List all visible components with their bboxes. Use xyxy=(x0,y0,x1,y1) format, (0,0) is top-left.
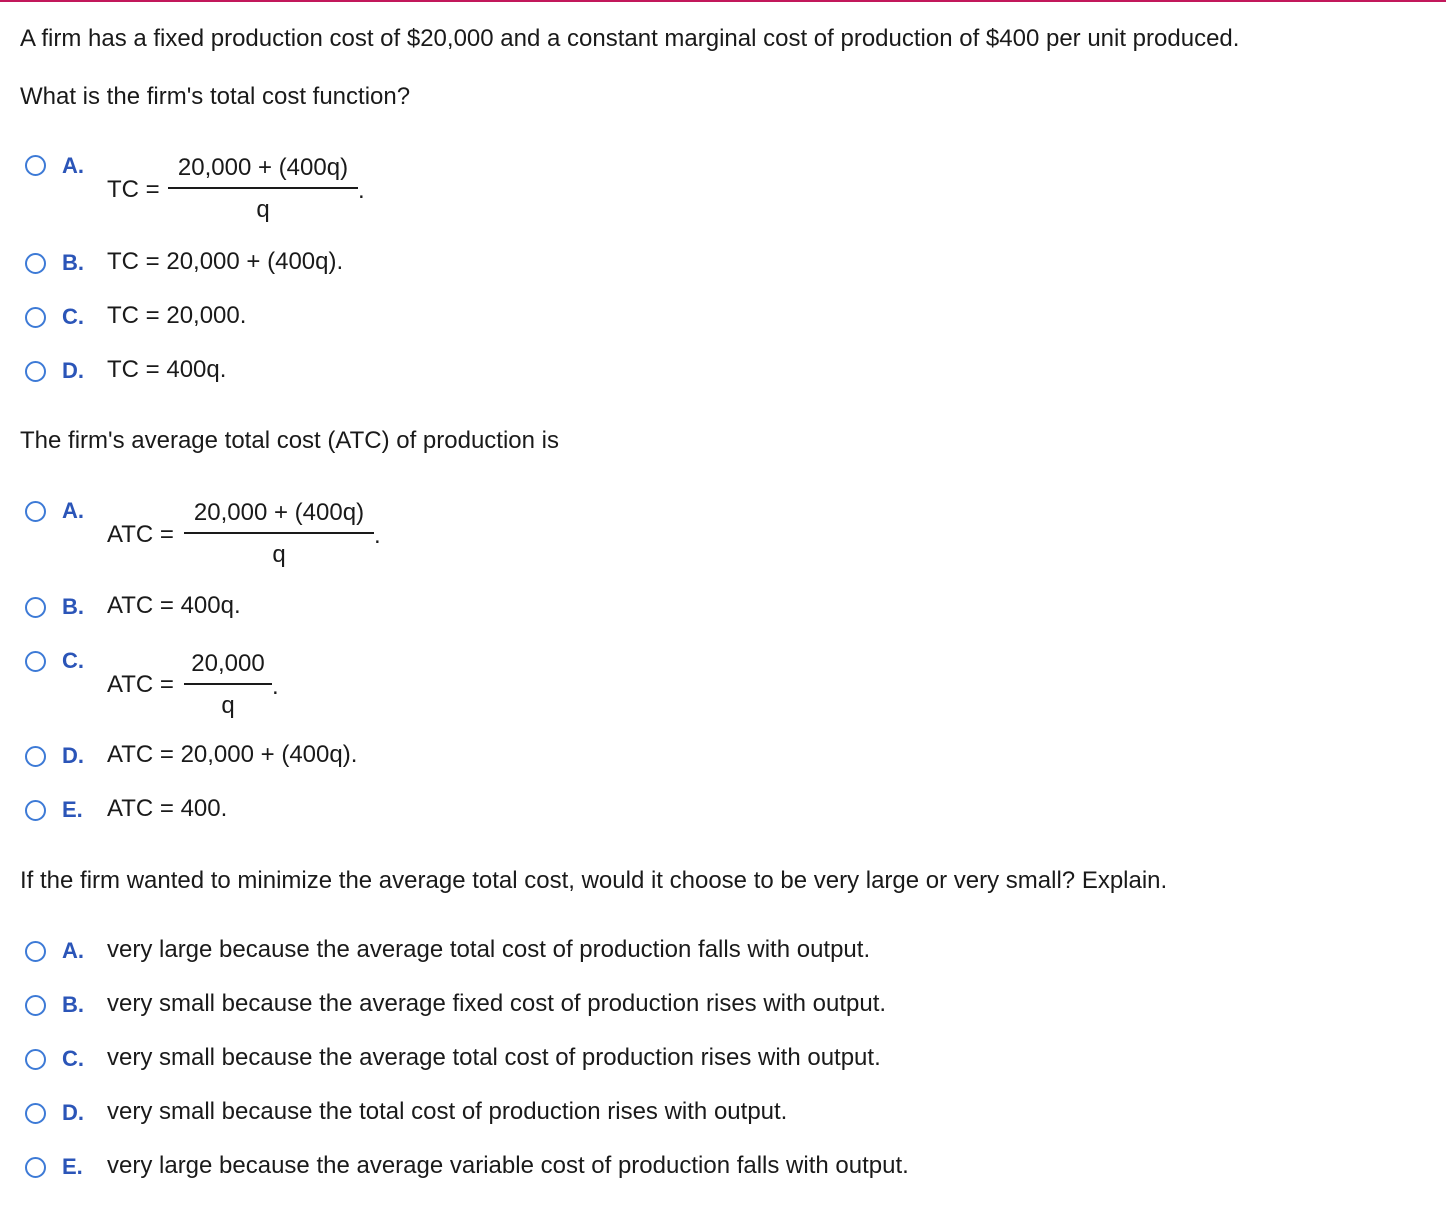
q2-option-a-numerator: 20,000 + (400q) xyxy=(193,499,365,526)
q2-option-a-denominator: q xyxy=(272,541,286,568)
q3-option-a-letter: A. xyxy=(62,938,84,963)
q2-option-e-letter: E. xyxy=(62,797,83,822)
q1-option-b-text: TC = 20,000 + (400q). xyxy=(107,248,344,275)
problem-statement: A firm has a fixed production cost of $20,000 and a constant marginal cost of production of $400 per unit produced. xyxy=(20,25,1240,52)
q2-option-c-numerator: 20,000 xyxy=(191,650,265,677)
q2-option-c-radio[interactable] xyxy=(25,651,46,672)
q1-option-d-radio[interactable] xyxy=(25,361,46,382)
q2-option-e-text: ATC = 400. xyxy=(107,795,228,822)
q3-option-e-letter: E. xyxy=(62,1154,83,1179)
q1-option-a-lhs: TC = xyxy=(107,176,160,203)
q3-option-b-text: very small because the average fixed cost of production rises with output. xyxy=(107,990,887,1017)
q3-option-c-text: very small because the average total cost of production rises with output. xyxy=(107,1044,881,1071)
q1-option-c-text: TC = 20,000. xyxy=(107,302,247,329)
q2-option-a-period: . xyxy=(374,522,381,549)
q3-option-d-text: very small because the total cost of production rises with output. xyxy=(107,1098,788,1125)
q3-option-d-radio[interactable] xyxy=(25,1103,46,1124)
q1-option-a-letter: A. xyxy=(62,153,84,178)
q1-option-b-radio[interactable] xyxy=(25,253,46,274)
q1-option-a-numerator: 20,000 + (400q) xyxy=(177,154,349,181)
q2-option-c-lhs: ATC = xyxy=(107,671,174,698)
q2-option-a-radio[interactable] xyxy=(25,501,46,522)
q1-option-d-text: TC = 400q. xyxy=(107,356,227,383)
q2-option-a-lhs: ATC = xyxy=(107,521,174,548)
q1-option-c-radio[interactable] xyxy=(25,307,46,328)
q1-option-b-letter: B. xyxy=(62,250,84,275)
q3-option-b-radio[interactable] xyxy=(25,995,46,1016)
question-2-prompt: The firm's average total cost (ATC) of production is xyxy=(20,427,560,454)
q2-option-d-text: ATC = 20,000 + (400q). xyxy=(107,741,358,768)
q3-option-a-text: very large because the average total cost of production falls with output. xyxy=(107,936,871,963)
q2-option-e-radio[interactable] xyxy=(25,800,46,821)
q2-option-d-radio[interactable] xyxy=(25,746,46,767)
q2-option-b-text: ATC = 400q. xyxy=(107,592,241,619)
q1-option-c-letter: C. xyxy=(62,304,84,329)
q3-option-a-radio[interactable] xyxy=(25,941,46,962)
q2-option-c-denominator: q xyxy=(221,692,235,719)
q2-option-c-period: . xyxy=(272,673,279,700)
q1-option-a-period: . xyxy=(358,177,365,204)
q2-option-b-letter: B. xyxy=(62,594,84,619)
q1-option-a-radio[interactable] xyxy=(25,155,46,176)
q2-option-b-radio[interactable] xyxy=(25,597,46,618)
q2-option-d-letter: D. xyxy=(62,743,84,768)
q1-option-d-letter: D. xyxy=(62,358,84,383)
q3-option-c-radio[interactable] xyxy=(25,1049,46,1070)
q2-option-a-letter: A. xyxy=(62,498,84,523)
q2-option-c-letter: C. xyxy=(62,648,84,673)
q3-option-b-letter: B. xyxy=(62,992,84,1017)
q3-option-d-letter: D. xyxy=(62,1100,84,1125)
question-3-prompt: If the firm wanted to minimize the average total cost, would it choose to be very large or very small? Explain. xyxy=(20,867,1168,894)
question-1-prompt: What is the firm's total cost function? xyxy=(20,83,411,110)
q2-option-a-fraction-bar xyxy=(184,532,374,534)
q3-option-e-text: very large because the average variable cost of production falls with output. xyxy=(107,1152,909,1179)
q3-option-e-radio[interactable] xyxy=(25,1157,46,1178)
q2-option-c-fraction-bar xyxy=(184,683,272,685)
q1-option-a-fraction-bar xyxy=(168,187,358,189)
q3-option-c-letter: C. xyxy=(62,1046,84,1071)
top-border xyxy=(0,0,1446,2)
q1-option-a-denominator: q xyxy=(256,196,270,223)
